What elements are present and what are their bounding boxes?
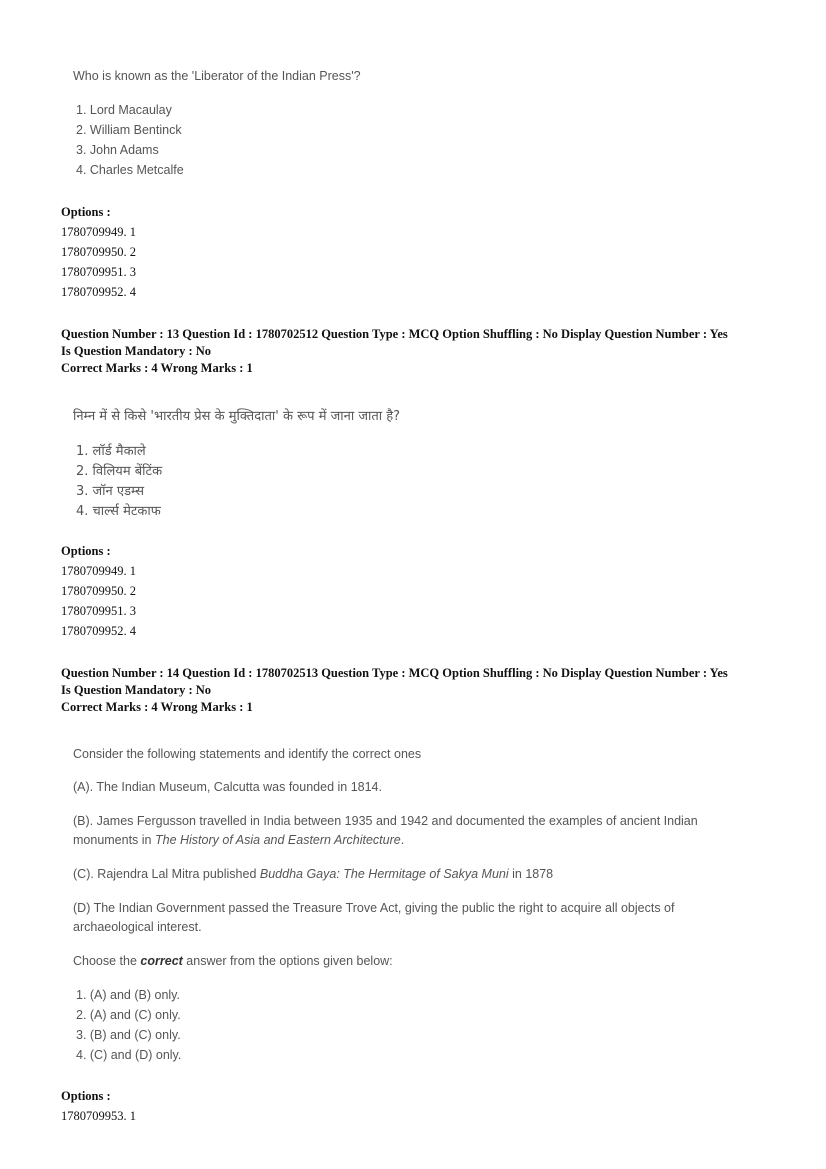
option-row: 1780709953. 1 [61,1109,136,1123]
q14-choice-2: 2. (A) and (C) only. [76,1008,181,1022]
q13-options-list [61,561,136,641]
option-row: 1780709952. 4 [61,624,136,638]
option-row: 1780709949. 1 [61,564,136,578]
book-title: The History of Asia and Eastern Architecture [154,833,401,847]
option-row: 1780709950. 2 [61,245,136,259]
q14-statement-b-line1: (B). James Fergusson travelled in India between 1935 and 1942 and documented the examples of ancient Indian [73,814,698,828]
q14-statement-b-line2: monuments in The History of Asia and Eastern Architecture. [73,833,405,847]
option-row: 1780709950. 2 [61,584,136,598]
option-row: 1780709949. 1 [61,225,136,239]
q14-intro: Consider the following statements and identify the correct ones [73,747,422,761]
q13-choice-3: 3. जॉन एडम्स [76,484,145,499]
q13-choice-1: 1. लॉर्ड मैकाले [76,444,146,459]
q12-choice-3: 3. John Adams [76,143,159,157]
q12-options-list [61,222,136,302]
option-row: 1780709952. 4 [61,285,136,299]
q14-meta-line3: Correct Marks : 4 Wrong Marks : 1 [61,700,253,714]
q14-choice-3: 3. (B) and (C) only. [76,1028,181,1042]
q12-choice-4: 4. Charles Metcalfe [76,163,184,177]
q12-choice-1: 1. Lord Macaulay [76,103,172,117]
book-title: Buddha Gaya: The Hermitage of Sakya Muni [259,867,509,881]
q14-options-list [61,1106,136,1126]
q14-meta-line1: Question Number : 14 Question Id : 1780702513 Question Type : MCQ Option Shuffling : No Display Question Number : Yes [61,666,728,680]
q14-statement-c: (C). Rajendra Lal Mitra published Buddha Gaya: The Hermitage of Sakya Muni in 1878 [73,867,554,881]
option-row: 1780709951. 3 [61,604,136,618]
q12-options-label: Options : [61,205,111,219]
q12-question-text: Who is known as the 'Liberator of the Indian Press'? [73,69,361,83]
q13-meta-line3: Correct Marks : 4 Wrong Marks : 1 [61,361,253,375]
q13-options-label: Options : [61,544,111,558]
q13-meta-line1: Question Number : 13 Question Id : 1780702512 Question Type : MCQ Option Shuffling : No Display Question Number : Yes [61,327,728,341]
q13-question-text: निम्न में से किसे 'भारतीय प्रेस के मुक्तिदाता' के रूप में जाना जाता है? [73,409,401,424]
q14-instruction: Choose the correct answer from the options given below: [73,954,393,968]
q14-meta [61,665,728,716]
q14-choice-1: 1. (A) and (B) only. [76,988,180,1002]
q13-meta [61,326,728,377]
q14-meta-line2: Is Question Mandatory : No [61,683,212,697]
q13-meta-line2: Is Question Mandatory : No [61,344,212,358]
emphasis: correct [140,954,183,968]
q14-options-label: Options : [61,1089,111,1103]
q13-choice-2: 2. विलियम बेंटिंक [76,464,163,479]
q14-statement-a: (A). The Indian Museum, Calcutta was founded in 1814. [73,780,382,794]
q14-statement-d-line2: archaeological interest. [73,920,202,934]
q14-choice-4: 4. (C) and (D) only. [76,1048,182,1062]
q13-choice-4: 4. चार्ल्स मेटकाफ [76,504,161,519]
q14-statement-d-line1: (D) The Indian Government passed the Treasure Trove Act, giving the public the right to acquire all objects of [73,901,675,915]
q12-choice-2: 2. William Bentinck [76,123,182,137]
option-row: 1780709951. 3 [61,265,136,279]
